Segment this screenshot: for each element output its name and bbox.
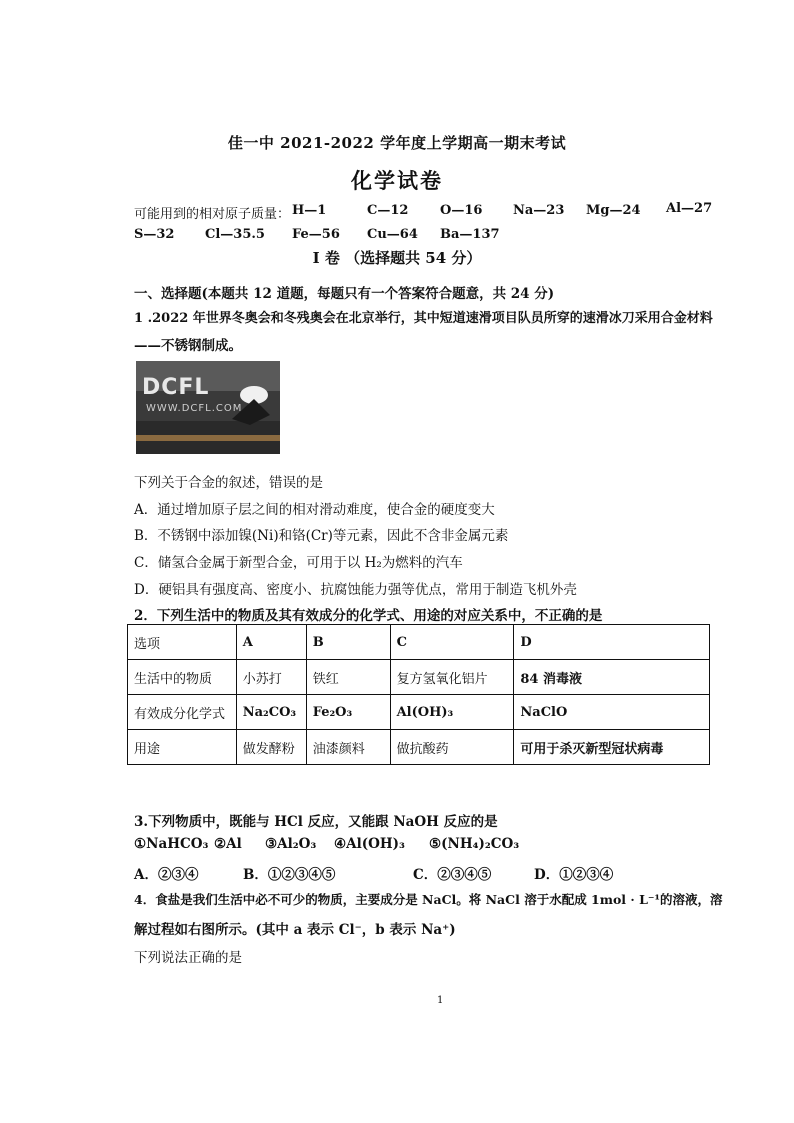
table-cell: 复方氢氧化铝片 bbox=[390, 660, 514, 695]
q3-item: ⑤(NH₄)₂CO₃ bbox=[429, 836, 520, 852]
table-cell: 做发酵粉 bbox=[236, 730, 306, 765]
page-number: 1 bbox=[437, 995, 444, 1006]
table-cell: 用途 bbox=[128, 730, 237, 765]
atomic-mass-item: C—12 bbox=[367, 203, 409, 218]
table-cell: C bbox=[390, 625, 514, 660]
table-cell: 可用于杀灭新型冠状病毒 bbox=[514, 730, 710, 765]
q1-option-c: C．储氢合金属于新型合金，可用于以 H₂为燃料的汽车 bbox=[134, 555, 463, 571]
atomic-mass-item: Al—27 bbox=[666, 201, 713, 216]
table-cell: 小苏打 bbox=[236, 660, 306, 695]
q3-stem: 3.下列物质中，既能与 HCl 反应，又能跟 NaOH 反应的是 bbox=[134, 814, 498, 830]
q4-stem-line2: 解过程如右图所示。(其中 a 表示 Cl⁻，b 表示 Na⁺) bbox=[134, 922, 456, 938]
table-cell: 做抗酸药 bbox=[390, 730, 514, 765]
section-instructions: 一、选择题(本题共 12 道题，每题只有一个答案符合题意，共 24 分) bbox=[134, 286, 555, 302]
exam-title: 佳一中 2021-2022 学年度上学期高一期末考试 bbox=[227, 134, 567, 152]
table-row bbox=[128, 730, 710, 765]
atomic-mass-item: O—16 bbox=[440, 203, 483, 218]
table-cell: 铁红 bbox=[306, 660, 390, 695]
table-cell: D bbox=[514, 625, 710, 660]
table-cell: 有效成分化学式 bbox=[128, 695, 237, 730]
q2-stem: 2．下列生活中的物质及其有效成分的化学式、用途的对应关系中，不正确的是 bbox=[134, 608, 603, 624]
table-cell: A bbox=[236, 625, 306, 660]
photo-watermark: DCFL bbox=[142, 375, 210, 400]
q1-stem-line1: 1 .2022 年世界冬奥会和冬残奥会在北京举行，其中短道速滑项目队员所穿的速滑冰刀采用合金材料 bbox=[134, 311, 713, 326]
table-cell: 84 消毒液 bbox=[514, 660, 710, 695]
q3-item: ③Al₂O₃ bbox=[265, 836, 317, 852]
q3-option-b: B．①②③④⑤ bbox=[243, 867, 336, 883]
table-cell: Na₂CO₃ bbox=[236, 695, 306, 730]
q1-option-b: B．不锈钢中添加镍(Ni)和铬(Cr)等元素，因此不含非金属元素 bbox=[134, 528, 509, 544]
atomic-mass-item: Ba—137 bbox=[440, 227, 500, 242]
atomic-mass-item: Na—23 bbox=[513, 203, 565, 218]
table-cell: Fe₂O₃ bbox=[306, 695, 390, 730]
skater-silhouette bbox=[224, 381, 280, 431]
photo-watermark-sub: WWW.DCFL.COM bbox=[146, 403, 243, 414]
atomic-mass-item: Cu—64 bbox=[367, 227, 418, 242]
table-cell: 生活中的物质 bbox=[128, 660, 237, 695]
table-row bbox=[128, 625, 710, 660]
q2-table bbox=[127, 624, 710, 765]
q3-item: ②Al bbox=[214, 836, 242, 852]
q1-option-d: D．硬铝具有强度高、密度小、抗腐蚀能力强等优点，常用于制造飞机外壳 bbox=[134, 582, 577, 598]
table-cell: 油漆颜料 bbox=[306, 730, 390, 765]
section-title: I 卷 （选择题共 54 分） bbox=[312, 249, 482, 267]
q4-question: 下列说法正确的是 bbox=[134, 950, 242, 966]
q1-stem-line2: ——不锈钢制成。 bbox=[134, 338, 242, 354]
table-cell: Al(OH)₃ bbox=[390, 695, 514, 730]
subject-title: 化学试卷 bbox=[351, 168, 443, 193]
atomic-mass-item: Mg—24 bbox=[586, 203, 641, 218]
q3-option-a: A．②③④ bbox=[134, 867, 199, 883]
skating-photo bbox=[136, 361, 280, 454]
table-row bbox=[128, 695, 710, 730]
q3-option-c: C．②③④⑤ bbox=[413, 867, 492, 883]
q1-option-a: A．通过增加原子层之间的相对滑动难度，使合金的硬度变大 bbox=[134, 502, 495, 518]
q3-item: ①NaHCO₃ bbox=[134, 836, 209, 852]
q1-question: 下列关于合金的叙述，错误的是 bbox=[134, 475, 323, 491]
table-row bbox=[128, 660, 710, 695]
atomic-mass-item: H—1 bbox=[292, 203, 327, 218]
atomic-mass-item: Cl—35.5 bbox=[205, 227, 265, 242]
atomic-mass-item: S—32 bbox=[134, 227, 175, 242]
table-cell: B bbox=[306, 625, 390, 660]
table-cell: NaClO bbox=[514, 695, 710, 730]
q3-option-d: D．①②③④ bbox=[534, 867, 614, 883]
table-cell: 选项 bbox=[128, 625, 237, 660]
atomic-mass-label: 可能用到的相对原子质量： bbox=[134, 207, 291, 222]
atomic-mass-item: Fe—56 bbox=[292, 227, 340, 242]
q3-item: ④Al(OH)₃ bbox=[334, 836, 405, 852]
q4-stem-line1: 4．食盐是我们生活中必不可少的物质，主要成分是 NaCl。将 NaCl 溶于水配成 1mol · L⁻¹的溶液，溶 bbox=[134, 892, 723, 907]
